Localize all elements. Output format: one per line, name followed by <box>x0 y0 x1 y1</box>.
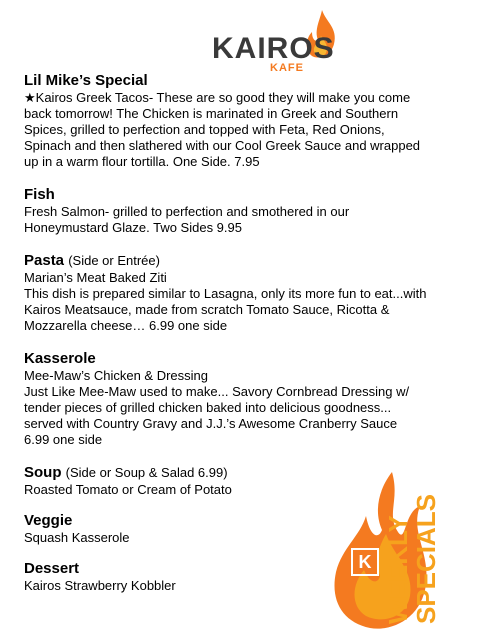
logo-wordmark: KAIROS <box>212 32 335 65</box>
menu-line: ★Kairos Greek Tacos- These are so good they will make you come <box>24 90 411 105</box>
menu-line: Spices, grilled to perfection and topped with Feta, Red Onions, <box>24 122 385 137</box>
menu-line: tender pieces of grilled chicken baked into delicious goodness... <box>24 400 392 415</box>
heading-text: Pasta <box>24 252 65 269</box>
section-pasta <box>24 252 474 334</box>
menu-line: Just Like Mee-Maw used to make... Savory Cornbread Dressing w/ <box>24 384 410 399</box>
k-monogram: K <box>351 548 379 576</box>
menu-line: Mee-Maw’s Chicken & Dressing <box>24 368 208 383</box>
heading-note: (Side or Soup & Salad 6.99) <box>65 465 228 480</box>
menu-line: This dish is prepared similar to Lasagna, only its more fun to eat...with <box>24 286 427 301</box>
menu-line: Mozzarella cheese… 6.99 one side <box>24 318 228 333</box>
badge-line-weekly: WEEKLY <box>383 515 413 624</box>
section-heading: Dessert <box>24 560 80 577</box>
heading-note: (Side or Entrée) <box>68 253 160 268</box>
badge-line-specials: SPECIALS <box>411 493 441 624</box>
menu-line: Squash Kasserole <box>24 530 130 545</box>
menu-line: Fresh Salmon- grilled to perfection and smothered in our <box>24 204 350 219</box>
section-heading <box>24 252 474 270</box>
weekly-specials-badge <box>383 476 443 626</box>
menu-line: Marian’s Meat Baked Ziti <box>24 270 167 285</box>
menu-line: Kairos Meatsauce, made from scratch Tomato Sauce, Ricotta & <box>24 302 390 317</box>
section-heading: Kasserole <box>24 350 96 367</box>
menu-line: Spinach and then slathered with our Cool Greek Sauce and wrapped <box>24 138 421 153</box>
menu-line: up in a warm flour tortilla. One Side. 7.95 <box>24 154 260 169</box>
menu-line: 6.99 one side <box>24 432 103 447</box>
menu-line: Kairos Strawberry Kobbler <box>24 578 176 593</box>
logo-subtitle: KAFE <box>270 62 304 74</box>
section-heading: Fish <box>24 186 55 203</box>
kairos-kafe-logo <box>212 10 352 72</box>
heading-text: Soup <box>24 464 62 481</box>
section-heading: Veggie <box>24 512 73 529</box>
menu-line: Honeymustard Glaze. Two Sides 9.95 <box>24 220 242 235</box>
menu-line: Roasted Tomato or Cream of Potato <box>24 482 232 497</box>
section-heading: Lil Mike’s Special <box>24 72 148 89</box>
menu-line: back tomorrow! The Chicken is marinated in Greek and Southern <box>24 106 399 121</box>
section-kasserole <box>24 350 474 448</box>
section-lil-mikes-special <box>24 72 474 170</box>
menu-line: served with Country Gravy and J.J.’s Awesome Cranberry Sauce <box>24 416 398 431</box>
section-fish <box>24 186 474 236</box>
